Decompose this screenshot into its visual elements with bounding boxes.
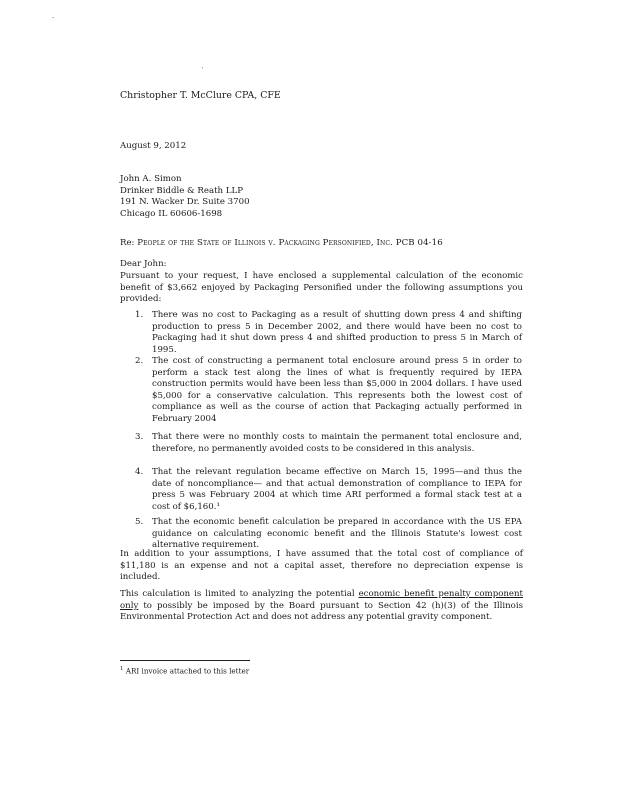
recipient-address xyxy=(120,174,250,220)
recipient-name: John A. Simon xyxy=(120,174,182,184)
footnote-divider xyxy=(120,660,250,661)
salutation: Dear John: xyxy=(120,259,167,269)
list-number: 4. xyxy=(135,467,144,477)
list-text: That the economic benefit calculation be prepared in accordance with the US EPA guidance on calculating economic benefit and the Illinois Statute's lowest cost alternative requirement. xyxy=(152,517,522,551)
recipient-firm: Drinker Biddle & Reath LLP xyxy=(120,185,244,196)
limitation-underlined: economic benefit penalty component only xyxy=(120,589,523,611)
footnote-marker: 1 xyxy=(120,666,124,672)
list-text: That there were no monthly costs to maintain the permanent total enclosure and, therefore, no permanently avoided costs to be considered in this analysis. xyxy=(152,432,522,454)
re-label: Re: xyxy=(120,238,135,248)
footnote-text: ARI invoice attached to this letter xyxy=(125,666,250,676)
scan-speck: · xyxy=(52,14,55,22)
additional-assumption-paragraph: In addition to your assumptions, I have assumed that the total cost of compliance of $11,180 is an expense and not a capital asset, therefore no depreciation expense is included. xyxy=(120,549,523,583)
list-text: The cost of constructing a permanent total enclosure around press 5 in order to perform a stack test along the lines of what is frequently required by IEPA construction permits would have been less than $5,000 in 2004 dollars. I have used $5,000 for a conservative calculation. This represents both the lowest cost of compliance as well as the course of action that Packaging actually performed in February 2004 xyxy=(152,356,522,424)
list-number: 3. xyxy=(135,432,144,442)
recipient-city: Chicago IL 60606-1698 xyxy=(120,208,223,219)
list-number: 5. xyxy=(135,517,144,527)
list-text: There was no cost to Packaging as a result of shutting down press 4 and shifting production to press 5 in December 2002, and there would have been no cost to Packaging had it shut down press 4 and shifted production to press 5 in March of 1995. xyxy=(152,310,522,355)
recipient-street: 191 N. Wacker Dr. Suite 3700 xyxy=(120,197,250,208)
case-caption: People of the State of Illinois v. Packaging Personified, Inc. PCB 04-16 xyxy=(137,238,443,248)
limitation-text-start: This calculation is limited to analyzing the potential xyxy=(120,589,359,599)
scan-speck: ` xyxy=(201,67,205,75)
intro-paragraph: Pursuant to your request, I have enclosed a supplemental calculation of the economic benefit of $3,662 enjoyed by Packaging Personified under the following assumptions you provided: xyxy=(120,271,523,305)
limitation-text-end: to possibly be imposed by the Board pursuant to Section 42 (h)(3) of the Illinois Environmental Protection Act and does not address any potential gravity component. xyxy=(120,600,523,623)
limitation-paragraph xyxy=(120,589,523,624)
sender-name: Christopher T. McClure CPA, CFE xyxy=(120,90,281,101)
list-number: 1. xyxy=(135,310,144,320)
list-number: 2. xyxy=(135,356,144,366)
list-text: That the relevant regulation became effective on March 15, 1995—and thus the date of noncompliance— and that actual demonstration of compliance to IEPA for press 5 was February 2004 at which time ARI performed a formal stack test at a cost of $6,160.¹ xyxy=(152,467,522,512)
subject-line xyxy=(120,238,443,250)
letter-date: August 9, 2012 xyxy=(120,141,187,151)
footnote xyxy=(120,664,249,677)
